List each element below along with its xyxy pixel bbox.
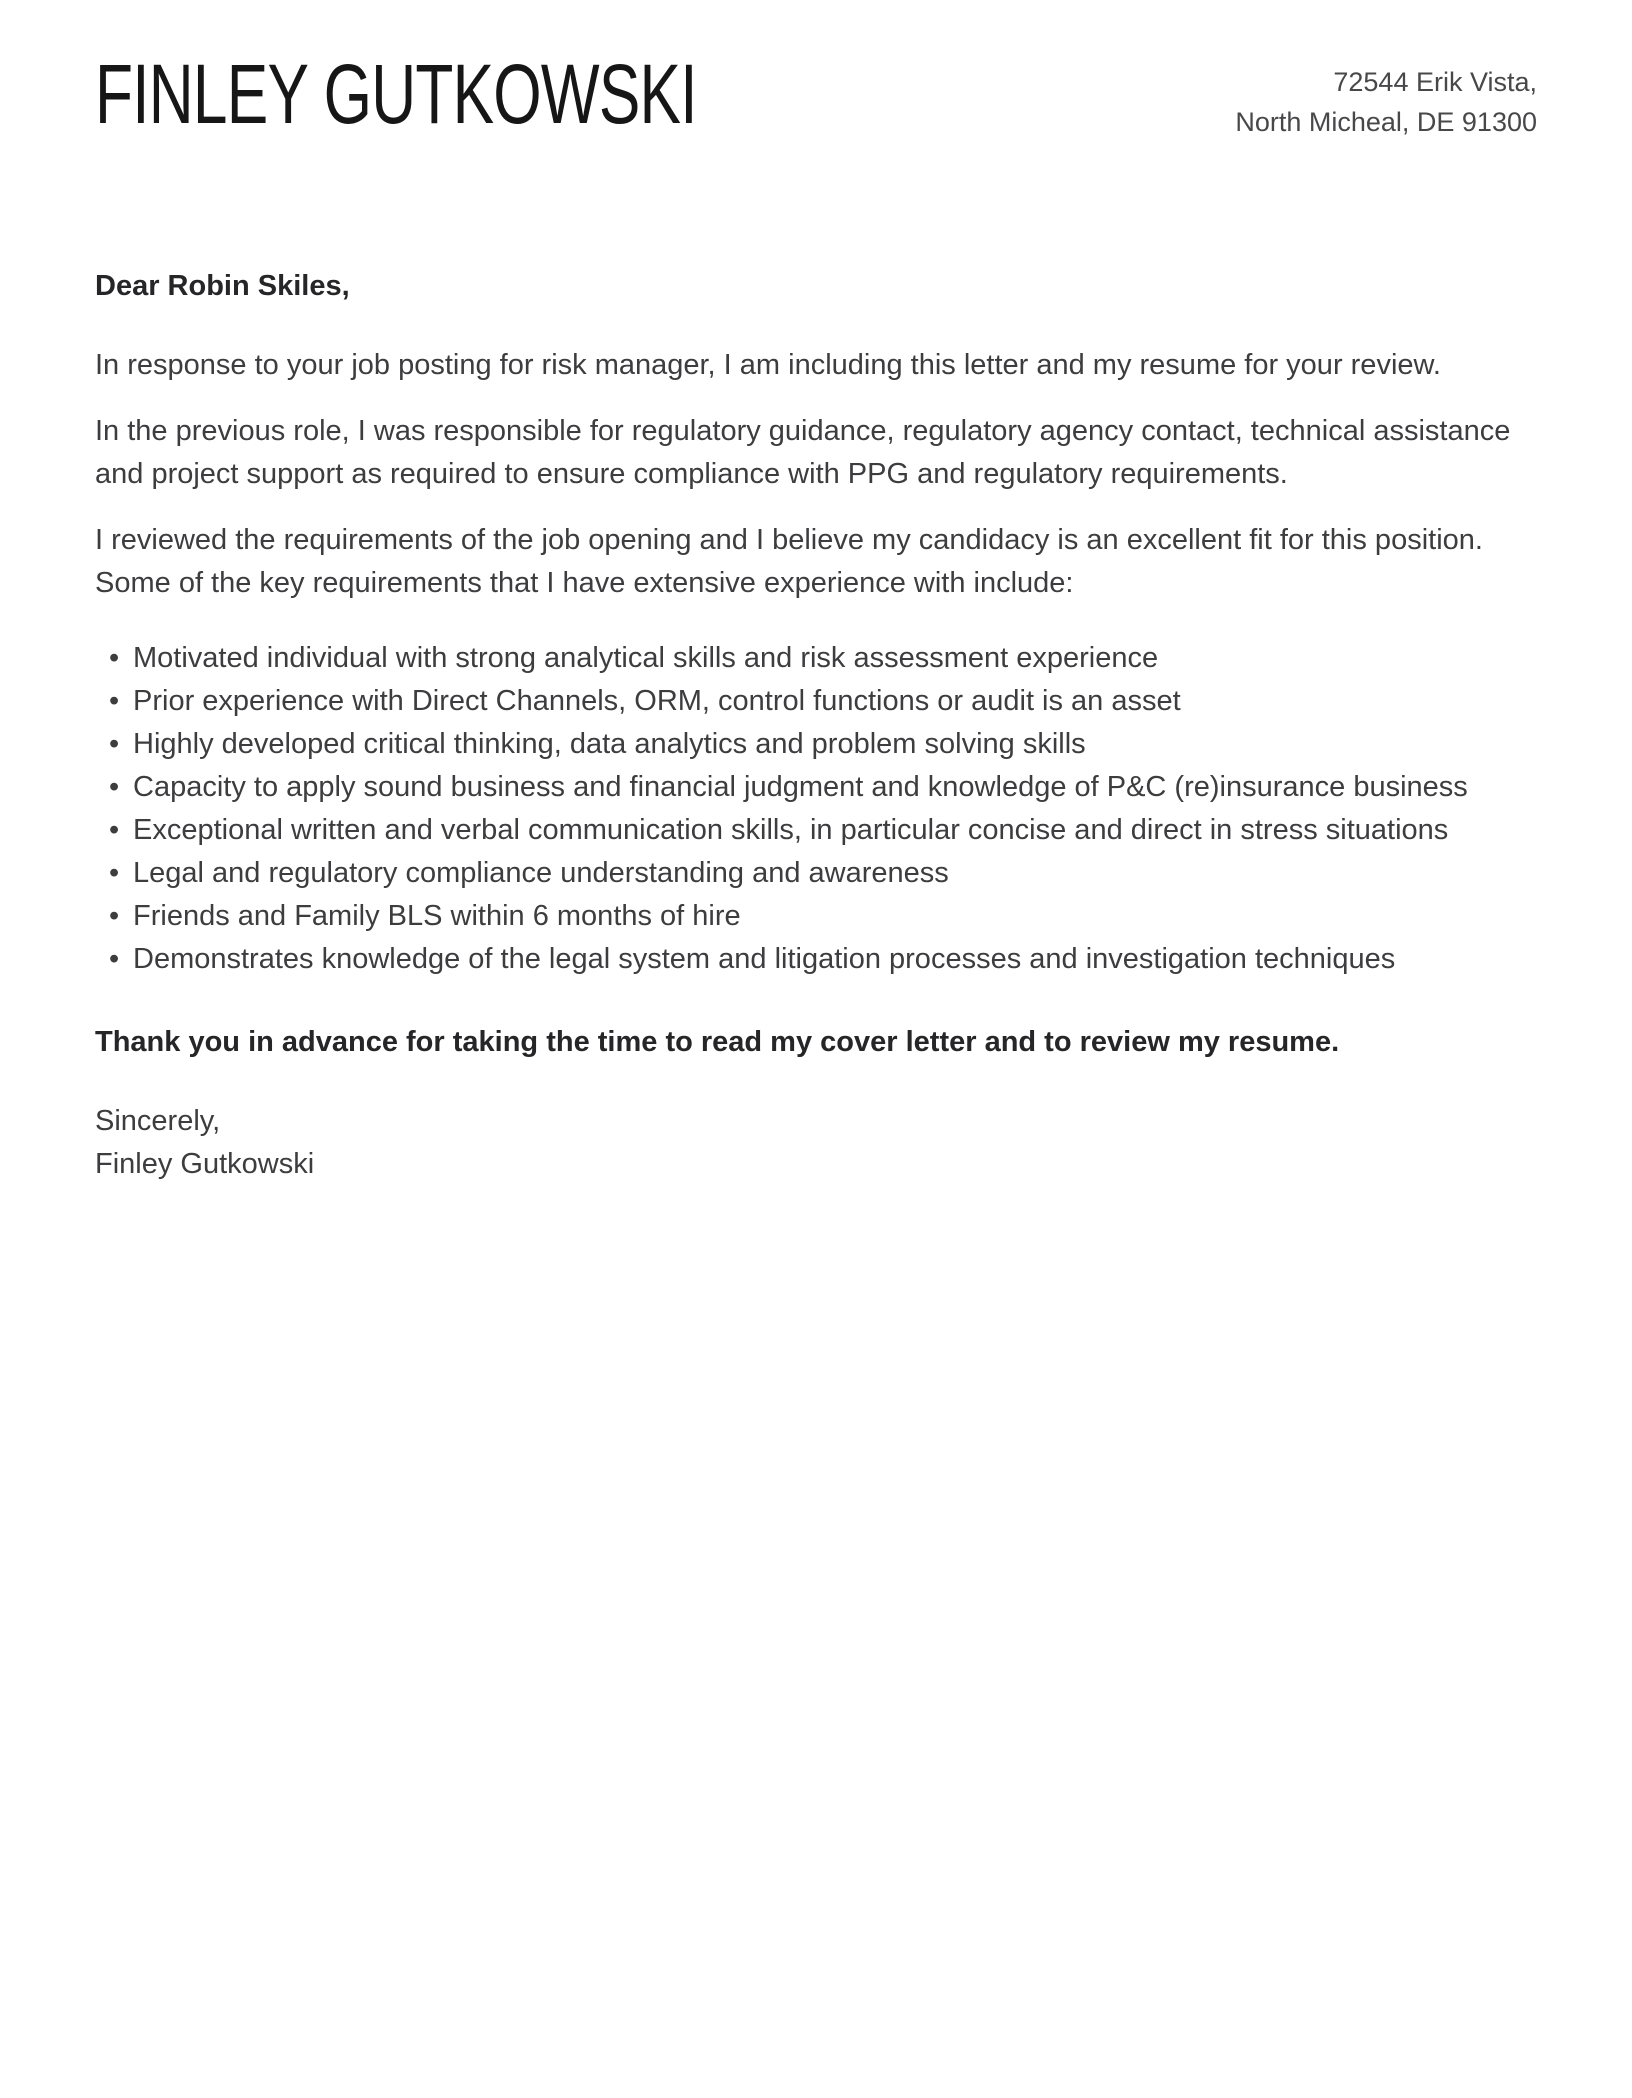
signature-name: Finley Gutkowski [95,1148,315,1180]
list-item-text: Motivated individual with strong analytical skills and risk assessment experience [133,642,1159,674]
list-item [95,809,1537,852]
list-item [95,637,1537,680]
paragraph-previous-role: In the previous role, I was responsible for regulatory guidance, regulatory agency contact, technical assistance and project support as required to ensure compliance with PPG and regulatory requirements. [95,415,1511,490]
bullet-icon: • [109,814,120,846]
list-item [95,766,1537,809]
closing-emphasis: Thank you in advance for taking the time to read my cover letter and to review my resume. [95,1026,1340,1058]
letter-body [95,265,1537,1186]
list-item-text: Demonstrates knowledge of the legal system and litigation processes and investigation techniques [133,943,1396,975]
bullet-icon: • [109,642,120,674]
signoff-block [95,1100,1537,1186]
list-item [95,895,1537,938]
bullet-icon: • [109,943,120,975]
list-item-text: Prior experience with Direct Channels, ORM, control functions or audit is an asset [133,685,1181,717]
bullet-icon: • [109,685,120,717]
address-line-1: 72544 Erik Vista, [1333,67,1537,97]
sender-address [1235,50,1537,142]
bullet-icon: • [109,857,120,889]
bullet-icon: • [109,728,120,760]
signoff: Sincerely, [95,1105,221,1137]
list-item [95,938,1537,981]
list-item-text: Highly developed critical thinking, data analytics and problem solving skills [133,728,1086,760]
paragraph-requirements-lead: I reviewed the requirements of the job opening and I believe my candidacy is an excellent fit for this position. Some of the key requirements that I have extensive experience with include: [95,524,1483,599]
paragraph-intro: In response to your job posting for risk manager, I am including this letter and my resume for your review. [95,349,1441,381]
list-item-text: Exceptional written and verbal communication skills, in particular concise and direct in stress situations [133,814,1449,846]
bullet-icon: • [109,900,120,932]
sender-name: FINLEY GUTKOWSKI [95,47,697,141]
list-item [95,680,1537,723]
list-item [95,723,1537,766]
address-line-2: North Micheal, DE 91300 [1235,107,1537,137]
salutation: Dear Robin Skiles, [95,270,350,302]
bullet-icon: • [109,771,120,803]
letter-header [95,47,1537,142]
list-item-text: Friends and Family BLS within 6 months of hire [133,900,741,932]
requirements-list [95,637,1537,981]
list-item [95,852,1537,895]
list-item-text: Legal and regulatory compliance understanding and awareness [133,857,949,889]
list-item-text: Capacity to apply sound business and financial judgment and knowledge of P&C (re)insurance business [133,771,1468,803]
